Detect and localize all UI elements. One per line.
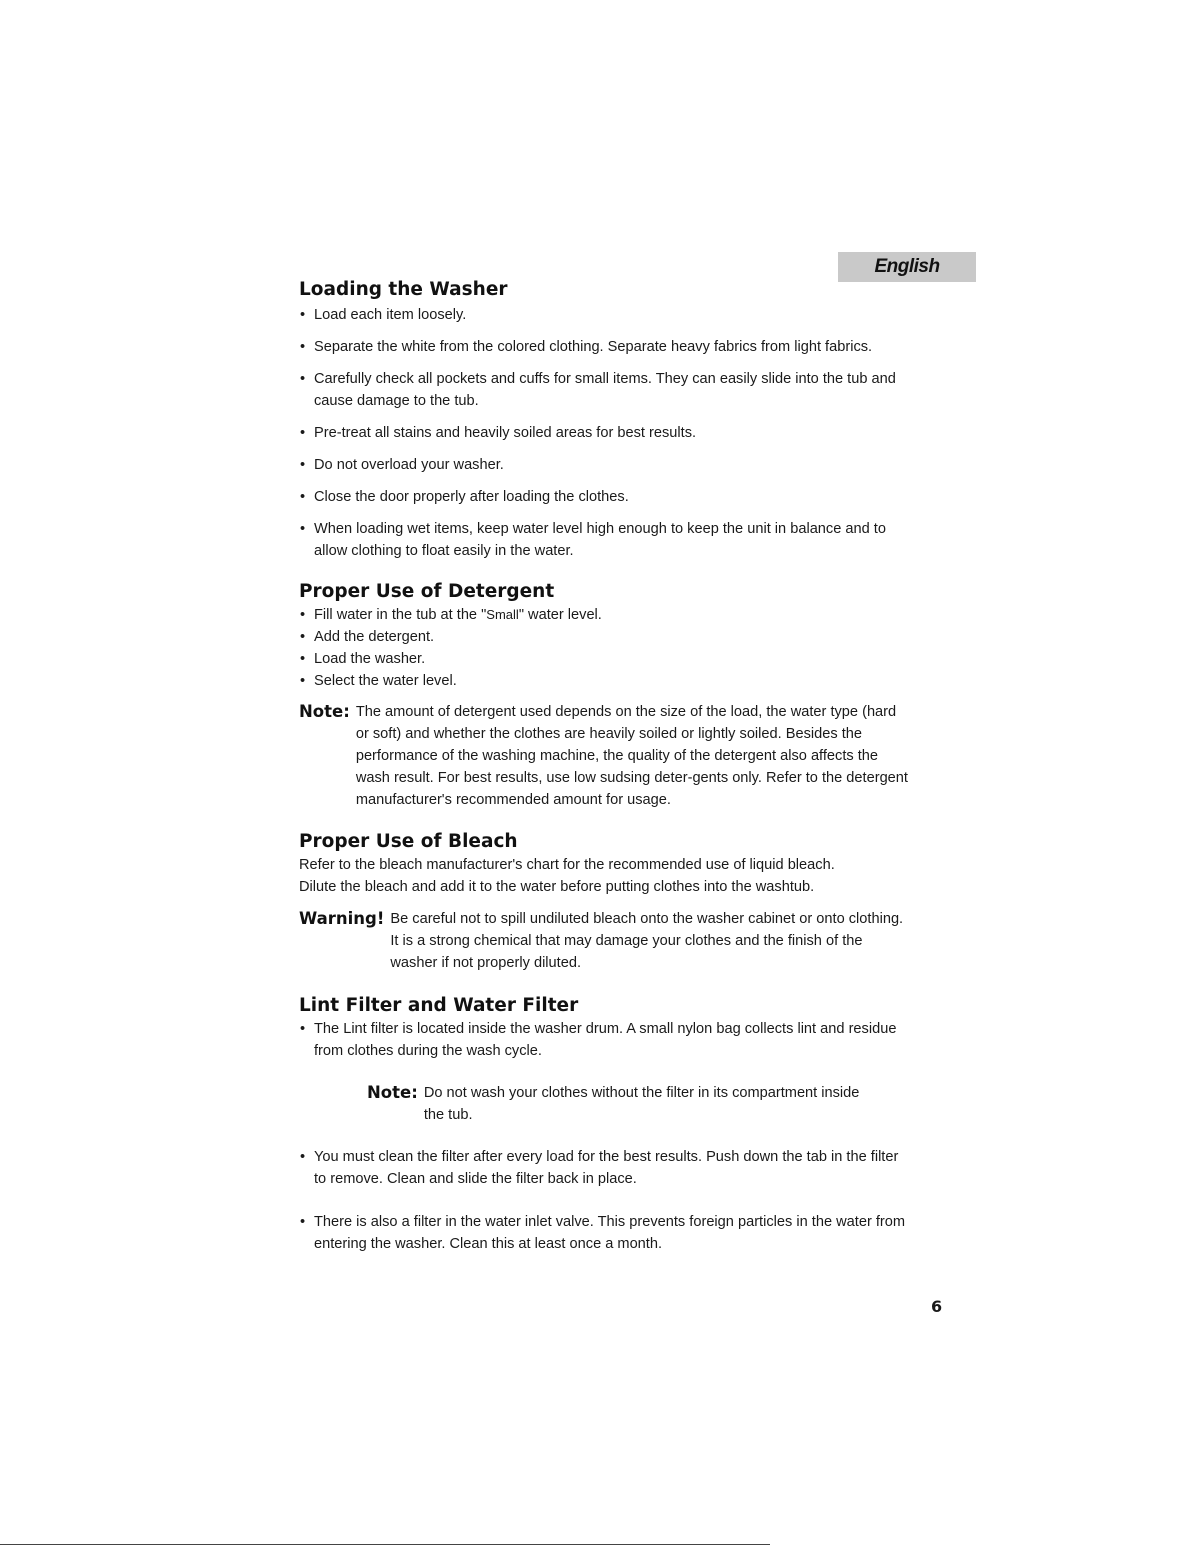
warning-text: Be careful not to spill undiluted bleach onto the washer cabinet or onto clothing. It is a strong chemical that may damage your clothes and the finish of the washer if not properly diluted. — [390, 911, 904, 971]
list-item: • Load the washer. — [299, 648, 909, 670]
page-number: 6 — [931, 1297, 943, 1316]
filter-note — [367, 1082, 867, 1126]
manual-content — [299, 278, 909, 1255]
list-item: • Add the detergent. — [299, 626, 909, 648]
bleach-line-1: Refer to the bleach manufacturer's chart for the recommended use of liquid bleach. — [299, 857, 835, 873]
language-tab: English — [838, 252, 976, 282]
note-text: The amount of detergent used depends on the size of the load, the water type (hard or soft) and whether the clothes are heavily soiled or lightly soiled. Besides the performance of the washing machine, the quality of the detergent also affects the wash result. For best results, use low sudsing deter-gents only. Refer to the detergent manufacturer's recommended amount for usage. — [355, 704, 908, 808]
list-item: • Do not overload your washer. — [299, 454, 909, 476]
detergent-item1-pre: Fill water in the tub at the " — [314, 607, 487, 623]
water-level-small: Small — [486, 607, 519, 622]
filter-list-2 — [299, 1146, 909, 1255]
note-label: Note: — [299, 702, 350, 721]
bottom-rule — [0, 1544, 770, 1545]
heading-proper-use-of-bleach: Proper Use of Bleach — [299, 831, 518, 852]
filter-list-1 — [299, 1018, 909, 1062]
list-item: • Separate the white from the colored clothing. Separate heavy fabrics from light fabrics. — [299, 336, 909, 358]
list-item: • When loading wet items, keep water level high enough to keep the unit in balance and to allow clothing to float easily in the water. — [299, 518, 909, 562]
heading-loading-the-washer: Loading the Washer — [299, 279, 508, 300]
list-item: • Close the door properly after loading the clothes. — [299, 486, 909, 508]
list-item: • Pre-treat all stains and heavily soiled areas for best results. — [299, 422, 909, 444]
list-item: • The Lint filter is located inside the washer drum. A small nylon bag collects lint and residue from clothes during the wash cycle. — [299, 1018, 909, 1062]
bleach-line-2: Dilute the bleach and add it to the water before putting clothes into the washtub. — [299, 879, 815, 895]
list-item: • Select the water level. — [299, 670, 909, 692]
warning-label: Warning! — [299, 909, 385, 928]
detergent-list — [299, 604, 909, 692]
list-item: • Load each item loosely. — [299, 304, 909, 326]
heading-proper-use-of-detergent: Proper Use of Detergent — [299, 581, 555, 602]
detergent-note — [299, 701, 909, 811]
list-item: • There is also a filter in the water inlet valve. This prevents foreign particles in the water from entering the washer. Clean this at least once a month. — [299, 1211, 909, 1255]
detergent-item1-post: " water level. — [518, 607, 602, 623]
heading-lint-filter-and-water-filter: Lint Filter and Water Filter — [299, 995, 579, 1016]
list-item: • You must clean the filter after every load for the best results. Push down the tab in the filter to remove. Clean and slide the filter back in place. — [299, 1146, 909, 1190]
note-text: Do not wash your clothes without the filter in its compartment inside the tub. — [423, 1085, 860, 1123]
list-item: • Carefully check all pockets and cuffs for small items. They can easily slide into the tub and cause damage to the tub. — [299, 368, 909, 412]
loading-list — [299, 304, 909, 562]
list-item — [299, 604, 909, 626]
bleach-warning — [299, 908, 909, 974]
note-label: Note: — [367, 1083, 418, 1102]
